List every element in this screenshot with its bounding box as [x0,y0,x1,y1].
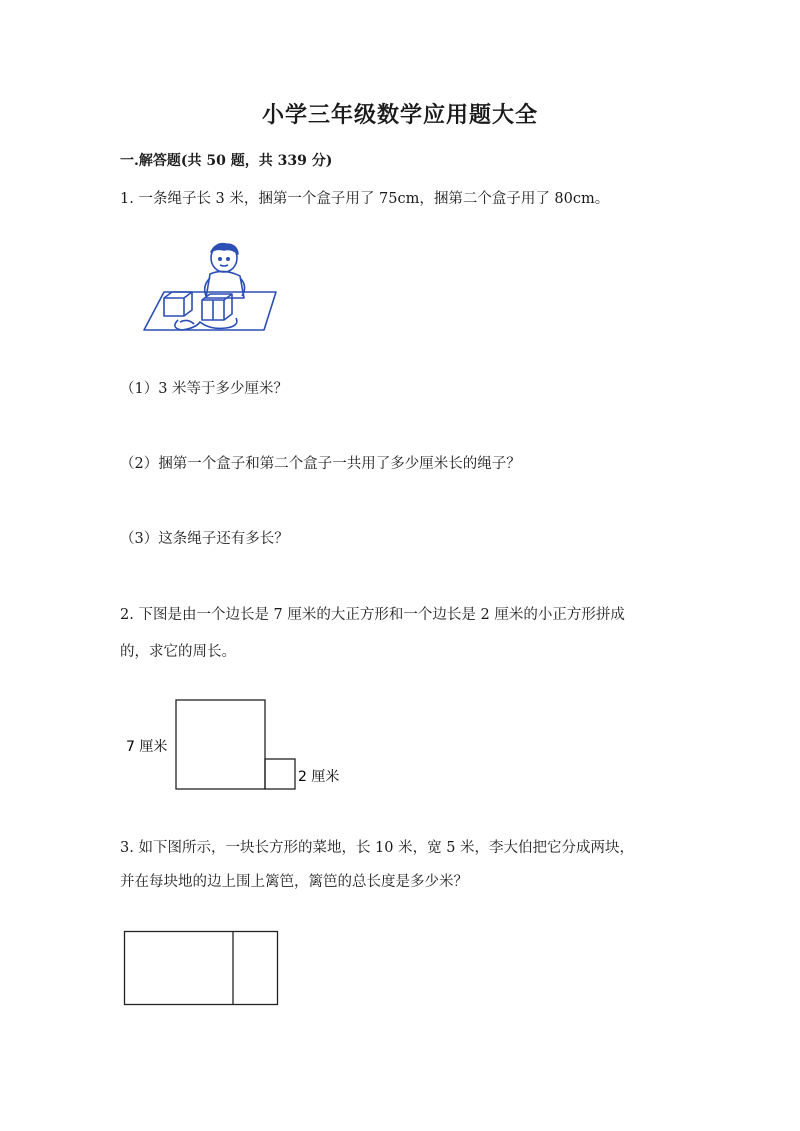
section-heading: 一.解答题(共 50 题，共 339 分) [120,153,333,169]
small-square [265,759,295,789]
question-1-sub-1: （1）3 米等于多少厘米？ [120,381,289,397]
question-1-stem: 1. 一条绳子长 3 米，捆第一个盒子用了 75cm，捆第二个盒子用了 80cm。 [120,191,610,207]
question-2-stem-line-2: 的，求它的周长。 [120,644,236,660]
vegetable-plot-diagram [120,925,285,1010]
question-3-stem-line-2: 并在每块地的边上围上篱笆，篱笆的总长度是多少米？ [120,874,468,890]
squares-diagram [120,690,360,800]
boy-tying-boxes-illustration [140,238,280,334]
question-1-sub-3: （3）这条绳子还有多长？ [120,531,289,547]
question-1-sub-2: （2）捆第一个盒子和第二个盒子一共用了多少厘米长的绳子？ [120,456,521,472]
big-square [176,700,265,789]
question-3-figure [120,925,285,1010]
question-2-figure [120,690,360,800]
page-title: 小学三年级数学应用题大全 [261,102,538,128]
boy-tying-boxes-icon [140,238,280,334]
big-square-label: 7 厘米 [126,739,168,755]
question-2-stem-line-1: 2. 下图是由一个边长是 7 厘米的大正方形和一个边长是 2 厘米的小正方形拼成 [120,607,625,623]
question-3-stem-line-1: 3. 如下图所示，一块长方形的菜地，长 10 米，宽 5 米，李大伯把它分成两块， [120,840,635,856]
plot-rectangle [125,932,278,1005]
small-square-label: 2 厘米 [298,769,340,785]
